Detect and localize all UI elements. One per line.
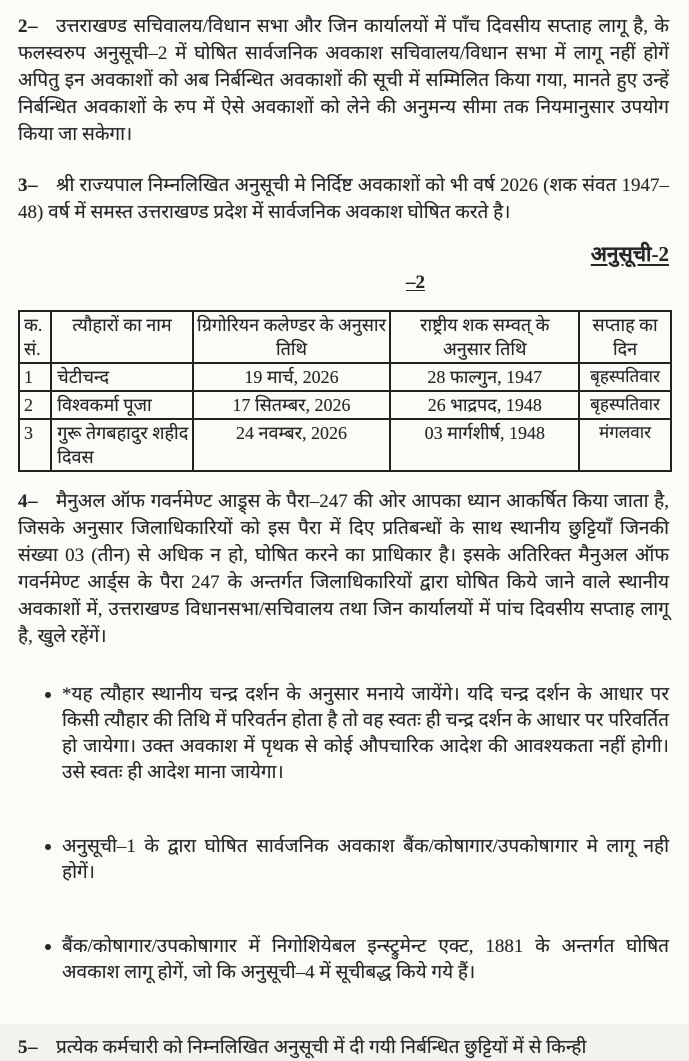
paragraph-4-text: मैनुअल ऑफ गवर्नमेण्ट आड्र्स के पैरा–247 की ओर आपका ध्यान आकर्षित किया जाता है, जिसके अनुसार जिलाधिकारियों को इस पैरा में दिए प्रतिबन्धों के साथ स्थानीय छुट्टियाँ जिनकी संख्या 03 (तीन) से अधिक न हो, घोषित करने का प्राधिकार है। इसके अतिरिक्त मैनुअल ऑफ गवर्नमेण्ट आर्ड्स के पैरा 247 के अन्तर्गत जिलाधिकारियों द्वारा घोषित किये जाने वाले स्थानीय अवकाशों में, उत्तराखण्ड विधानसभा/सचिवालय तथा जिन कार्यालयों में पांच दिवसीय सप्ताह लागू है, खुले रहेंगें। xyxy=(18,491,669,647)
cell-shaka-date: 03 मार्गशीर्ष, 1948 xyxy=(390,419,579,471)
cell-serial: 1 xyxy=(19,363,51,391)
paragraph-4 xyxy=(18,488,669,650)
cell-weekday: बृहस्पतिवार xyxy=(579,391,671,419)
cell-festival-name: चेटीचन्द xyxy=(51,363,192,391)
cell-gregorian-date: 17 सितम्बर, 2026 xyxy=(193,391,391,419)
cell-festival-name: विश्वकर्मा पूजा xyxy=(51,391,192,419)
cell-shaka-date: 26 भाद्रपद, 1948 xyxy=(390,391,579,419)
cell-festival-name: गुरू तेगबहादुर शहीद दिवस xyxy=(51,419,192,471)
paragraph-3-number: 3– xyxy=(18,175,38,196)
schedule-heading-text: अनुसूची-2 xyxy=(590,242,669,266)
table-row xyxy=(19,363,671,391)
paragraph-3 xyxy=(18,172,669,226)
header-shaka-date: राष्ट्रीय शक सम्वत् के अनुसार तिथि xyxy=(390,311,579,363)
table-header-row xyxy=(19,311,671,363)
schedule-heading xyxy=(18,240,669,268)
cell-gregorian-date: 24 नवम्बर, 2026 xyxy=(193,419,391,471)
paragraph-5-number: 5– xyxy=(18,1037,38,1058)
paragraph-2 xyxy=(18,13,669,148)
cell-serial: 2 xyxy=(19,391,51,419)
header-serial: क. सं. xyxy=(19,311,51,363)
cell-weekday: मंगलवार xyxy=(579,419,671,471)
paragraph-5 xyxy=(18,1034,669,1061)
cell-gregorian-date: 19 मार्च, 2026 xyxy=(193,363,391,391)
paragraph-2-number: 2– xyxy=(18,16,38,37)
header-weekday: सप्ताह का दिन xyxy=(579,311,671,363)
header-festival-name: त्यौहारों का नाम xyxy=(51,311,192,363)
page-number xyxy=(18,272,669,294)
page-number-text: –2 xyxy=(406,272,425,293)
cell-shaka-date: 28 फाल्गुन, 1947 xyxy=(390,363,579,391)
paragraph-4-number: 4– xyxy=(18,491,38,512)
table-row xyxy=(19,419,671,471)
table-row xyxy=(19,391,671,419)
note-item-negotiable-instruments: बैंक/कोषागार/उपकोषागार में निगोशियेबल इन्स्ट्रुमेन्ट एक्ट, 1881 के अन्तर्गत घोषित अवकाश लागू होगें, जो कि अनुसूची–4 में सूचीबद्ध किये गये हैं। xyxy=(18,934,669,986)
holiday-table xyxy=(18,310,672,472)
note-item-moon-sighting: *यह त्यौहार स्थानीय चन्द्र दर्शन के अनुसार मनाये जायेंगे। यदि चन्द्र दर्शन के आधार पर किसी त्यौहार की तिथि में परिवर्तन होता है तो वह स्वतः ही चन्द्र दर्शन के आधार पर परिवर्तित हो जायेगा। उक्त अवकाश में पृथक से कोई औपचारिक आदेश की आवश्यकता नहीं होगी। उसे स्वतः ही आदेश माना जायेगा। xyxy=(18,682,669,786)
notes-list xyxy=(18,682,669,986)
paragraph-2-text: उत्तराखण्ड सचिवालय/विधान सभा और जिन कार्यालयों में पाँच दिवसीय सप्ताह लागू है, के फलस्वरुप अनुसूची–2 में घोषित सार्वजनिक अवकाश सचिवालय/विधान सभा में लागू नहीं होगें अपितु इन अवकाशों को अब निर्बन्धित अवकाशों की सूची में सम्मिलित किया गया, मानते हुए उन्हें निर्बन्धित अवकाशों के रुप में ऐसे अवकाशों को लेने की अनुमन्य सीमा तक नियमानुसार उपयोग किया जा सकेगा। xyxy=(18,16,669,145)
paragraph-3-text: श्री राज्यपाल निम्नलिखित अनुसूची मे निर्दिष्ट अवकाशों को भी वर्ष 2026 (शक संवत 1947–48) वर्ष में समस्त उत्तराखण्ड प्रदेश में सार्वजनिक अवकाश घोषित करते है। xyxy=(18,175,669,223)
cell-serial: 3 xyxy=(19,419,51,471)
note-item-schedule1-banks: अनुसूची–1 के द्वारा घोषित सार्वजनिक अवकाश बैंक/कोषागार/उपकोषागार मे लागू नही होगें। xyxy=(18,834,669,886)
paragraph-5-text: प्रत्येक कर्मचारी को निम्नलिखित अनुसूची में दी गयी निर्बन्धित छुट्टियों में से किन्ही xyxy=(56,1037,587,1058)
cell-weekday: बृहस्पतिवार xyxy=(579,363,671,391)
header-gregorian-date: ग्रिगोरियन कलेण्डर के अनुसार तिथि xyxy=(193,311,391,363)
